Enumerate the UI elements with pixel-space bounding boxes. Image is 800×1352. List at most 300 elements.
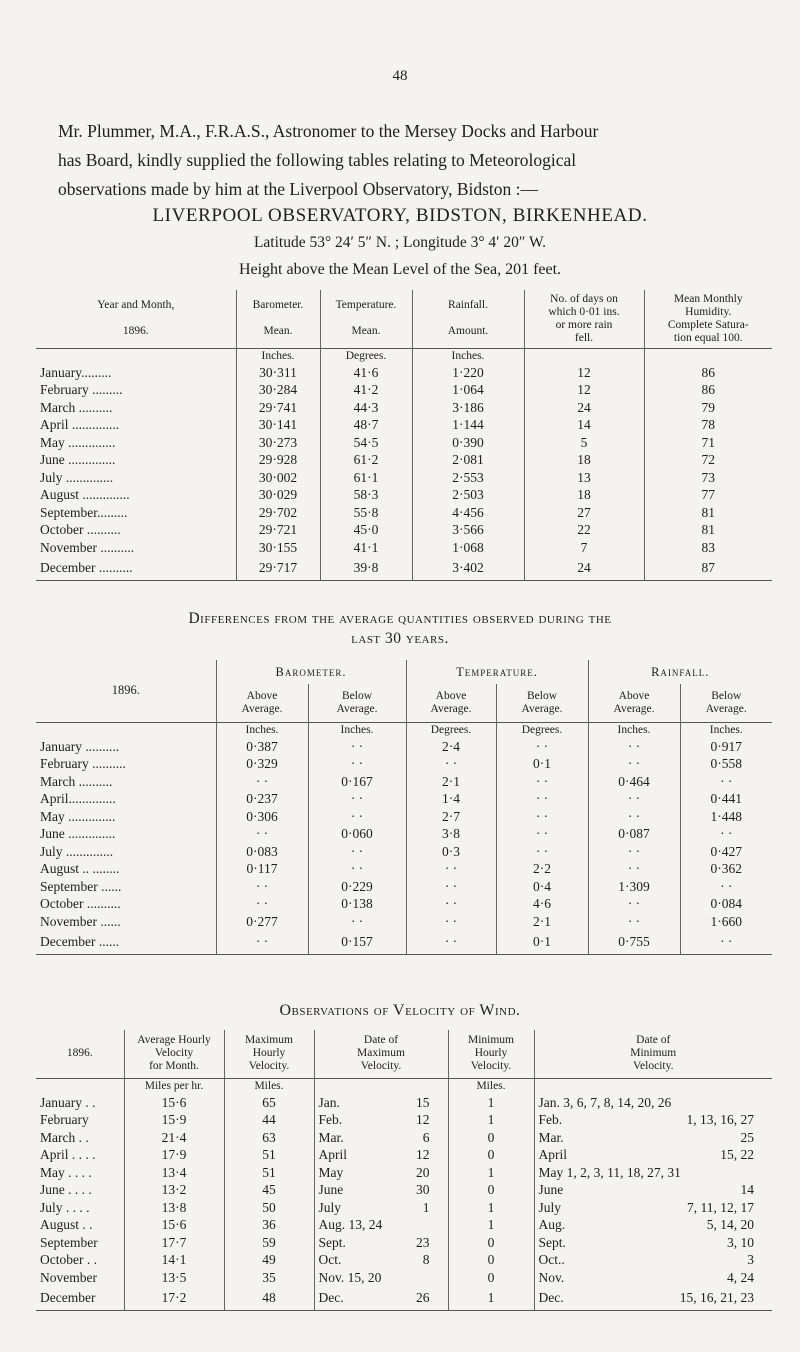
date-month: July — [318, 1199, 342, 1215]
rain-above-cell: · · — [588, 756, 680, 774]
temp-above-cell: 2·4 — [406, 738, 496, 756]
table-row — [36, 843, 772, 861]
date-day: 12 — [416, 1147, 430, 1163]
header-above: Above Average. — [588, 684, 680, 722]
month-cell: January .......... — [36, 738, 216, 756]
unit-label: Inches. — [236, 348, 320, 364]
date-minimum-cell — [534, 1182, 772, 1200]
month-cell: April . . . . — [36, 1147, 124, 1165]
header-rain-days: No. of days on which 0·01 ins. or more rain fell. — [524, 290, 644, 348]
date-minimum-cell — [534, 1217, 772, 1235]
average-velocity-cell: 17·7 — [124, 1234, 224, 1252]
temp-below-cell: · · — [496, 773, 588, 791]
table-row — [36, 1234, 772, 1252]
temperature-cell: 41·1 — [320, 539, 412, 557]
average-velocity-cell: 14·1 — [124, 1252, 224, 1270]
table-row — [36, 738, 772, 756]
barometer-cell: 29·928 — [236, 452, 320, 470]
minimum-velocity-cell: 1 — [448, 1094, 534, 1112]
month-cell: December ...... — [36, 931, 216, 955]
rain-above-cell: 0·087 — [588, 826, 680, 844]
month-cell: September ...... — [36, 878, 216, 896]
barometer-cell: 30·273 — [236, 434, 320, 452]
temp-below-cell: 0·1 — [496, 756, 588, 774]
rain-days-cell: 12 — [524, 364, 644, 382]
rain-above-cell: 0·755 — [588, 931, 680, 955]
minimum-velocity-cell: 1 — [448, 1164, 534, 1182]
rain-below-cell: 0·441 — [710, 791, 742, 807]
temp-below-cell: · · — [496, 826, 588, 844]
header-date-maximum: Date of Maximum Velocity. — [314, 1030, 448, 1078]
month-cell: January......... — [36, 364, 236, 382]
date-maximum-cell — [314, 1269, 448, 1287]
minimum-velocity-cell: 0 — [448, 1269, 534, 1287]
table-row — [36, 1147, 772, 1165]
month-cell: August .. ........ — [36, 861, 216, 879]
rainfall-cell: 1·068 — [412, 539, 524, 557]
maximum-velocity-cell: 44 — [224, 1112, 314, 1130]
month-cell: September......... — [36, 504, 236, 522]
maximum-velocity-cell: 50 — [224, 1199, 314, 1217]
average-velocity-cell: 15·9 — [124, 1112, 224, 1130]
table-row — [36, 861, 772, 879]
date-day: 20 — [416, 1164, 430, 1180]
date-maximum-cell — [314, 1199, 448, 1217]
barometer-cell: 29·721 — [236, 522, 320, 540]
barometer-cell: 30·284 — [236, 382, 320, 400]
header-temperature: Temperature. Mean. — [320, 290, 412, 348]
date-day: 1, 13, 16, 27 — [686, 1112, 754, 1128]
table-row — [36, 1217, 772, 1235]
unit-label: Inches. — [588, 722, 680, 738]
date-minimum-cell — [534, 1269, 772, 1287]
date-day: 6 — [422, 1129, 430, 1145]
intro-line: observations made by him at the Liverpool Observatory, Bidston :— — [58, 179, 539, 199]
baro-below-cell: · · — [308, 738, 406, 756]
baro-below-cell: · · — [308, 843, 406, 861]
date-day: 4, 24 — [727, 1269, 754, 1285]
baro-above-cell: 0·277 — [216, 913, 308, 931]
maximum-velocity-cell: 65 — [224, 1094, 314, 1112]
temp-above-cell: 3·8 — [406, 826, 496, 844]
minimum-velocity-cell: 0 — [448, 1234, 534, 1252]
table-row — [36, 1199, 772, 1217]
rainfall-cell: 2·503 — [412, 487, 524, 505]
rain-below-cell: 1·660 — [710, 913, 742, 929]
date-day: 3 — [747, 1252, 754, 1268]
table-row — [36, 756, 772, 774]
date-day: 12 — [416, 1112, 430, 1128]
rain-above-cell: · · — [588, 808, 680, 826]
intro-paragraph — [58, 117, 766, 204]
temperature-cell: 39·8 — [320, 557, 412, 581]
temp-below-cell: 2·2 — [496, 861, 588, 879]
table-row — [36, 896, 772, 914]
rainfall-cell: 1·220 — [412, 364, 524, 382]
month-cell: November ...... — [36, 913, 216, 931]
date-month: Oct. — [318, 1252, 342, 1268]
table-row — [36, 1129, 772, 1147]
temp-above-cell: 2·7 — [406, 808, 496, 826]
wind-velocity-table — [36, 1030, 772, 1311]
date-day: 7, 11, 12, 17 — [687, 1199, 754, 1215]
baro-below-cell: 0·138 — [308, 896, 406, 914]
date-minimum-cell — [534, 1129, 772, 1147]
baro-above-cell: · · — [216, 931, 308, 955]
date-maximum-cell — [314, 1182, 448, 1200]
rain-below-cell: 0·917 — [710, 738, 742, 754]
rainfall-cell: 2·553 — [412, 469, 524, 487]
date-minimum-cell — [534, 1199, 772, 1217]
intro-line: has Board, kindly supplied the following tables relating to Meteorological — [58, 150, 577, 170]
date-maximum-cell — [314, 1129, 448, 1147]
maximum-velocity-cell: 63 — [224, 1129, 314, 1147]
table-row — [36, 1112, 772, 1130]
temp-above-cell: · · — [406, 861, 496, 879]
temp-above-cell: · · — [406, 931, 496, 955]
temp-below-cell: 4·6 — [496, 896, 588, 914]
rain-days-cell: 24 — [524, 557, 644, 581]
month-cell: March . . — [36, 1129, 124, 1147]
rain-below-cell: · · — [720, 826, 733, 842]
month-cell: February — [36, 1112, 124, 1130]
table-row — [36, 1252, 772, 1270]
header-humidity: Mean Monthly Humidity. Complete Satura- tion equal 100. — [667, 292, 749, 344]
maximum-velocity-cell: 49 — [224, 1252, 314, 1270]
unit-label: Degrees. — [320, 348, 412, 364]
header-below: Below Average. — [308, 684, 406, 722]
month-cell: October . . — [36, 1252, 124, 1270]
date-maximum-cell — [314, 1147, 448, 1165]
rain-days-cell: 13 — [524, 469, 644, 487]
maximum-velocity-cell: 45 — [224, 1182, 314, 1200]
month-cell: February ......... — [36, 382, 236, 400]
table-row — [36, 434, 772, 452]
date-day: 26 — [416, 1290, 430, 1306]
rain-below-cell: · · — [720, 878, 733, 894]
rain-days-cell: 12 — [524, 382, 644, 400]
rain-above-cell: · · — [588, 791, 680, 809]
humidity-cell: 71 — [701, 434, 715, 450]
page-number: 48 — [392, 68, 408, 84]
group-barometer: Barometer. — [216, 660, 406, 684]
minimum-velocity-cell: 1 — [448, 1199, 534, 1217]
temperature-cell: 48·7 — [320, 417, 412, 435]
month-cell: May . . . . — [36, 1164, 124, 1182]
header-above: Above Average. — [406, 684, 496, 722]
table-row — [36, 522, 772, 540]
unit-label: Inches. — [680, 722, 772, 738]
date-maximum-cell — [314, 1094, 448, 1112]
rain-days-cell: 22 — [524, 522, 644, 540]
barometer-cell: 30·029 — [236, 487, 320, 505]
table-row — [36, 469, 772, 487]
maximum-velocity-cell: 51 — [224, 1164, 314, 1182]
baro-below-cell: · · — [308, 913, 406, 931]
table-row — [36, 791, 772, 809]
average-velocity-cell: 13·5 — [124, 1269, 224, 1287]
month-cell: June .............. — [36, 452, 236, 470]
month-cell: April .............. — [36, 417, 236, 435]
date-month: Dec. — [538, 1290, 564, 1306]
header-below: Below Average. — [705, 689, 747, 715]
date-minimum-cell — [534, 1234, 772, 1252]
header-below: Below Average. — [496, 684, 588, 722]
barometer-cell: 30·141 — [236, 417, 320, 435]
average-velocity-cell: 17·2 — [124, 1287, 224, 1311]
date-minimum-cell — [534, 1094, 772, 1112]
header-maximum-hourly: Maximum Hourly Velocity. — [224, 1030, 314, 1078]
minimum-velocity-cell: 1 — [448, 1287, 534, 1311]
month-cell: July .............. — [36, 469, 236, 487]
date-month: Mar. — [538, 1129, 564, 1145]
temp-below-cell: · · — [496, 808, 588, 826]
rainfall-cell: 2·081 — [412, 452, 524, 470]
maximum-velocity-cell: 35 — [224, 1269, 314, 1287]
date-month: Dec. — [318, 1290, 344, 1306]
barometer-cell: 29·717 — [236, 557, 320, 581]
humidity-cell: 77 — [701, 487, 715, 503]
maximum-velocity-cell: 51 — [224, 1147, 314, 1165]
temp-below-cell: 0·1 — [496, 931, 588, 955]
table-row — [36, 1269, 772, 1287]
average-velocity-cell: 13·8 — [124, 1199, 224, 1217]
date-day: 1 — [422, 1199, 430, 1215]
baro-below-cell: · · — [308, 861, 406, 879]
humidity-cell: 81 — [701, 504, 715, 520]
temp-above-cell: · · — [406, 913, 496, 931]
date-month: May 1, 2, 3, 11, 18, 27, 31 — [538, 1164, 681, 1180]
month-cell: August . . — [36, 1217, 124, 1235]
month-cell: July . . . . — [36, 1199, 124, 1217]
group-temperature: Temperature. — [406, 660, 588, 684]
unit-label: Miles. — [448, 1078, 534, 1094]
baro-above-cell: 0·329 — [216, 756, 308, 774]
humidity-cell: 78 — [701, 417, 715, 433]
date-month: July — [538, 1199, 562, 1215]
temp-above-cell: 2·1 — [406, 773, 496, 791]
month-cell: March .......... — [36, 399, 236, 417]
month-cell: October .......... — [36, 522, 236, 540]
date-day: 5, 14, 20 — [706, 1217, 754, 1233]
barometer-cell: 29·741 — [236, 399, 320, 417]
table-row — [36, 773, 772, 791]
baro-above-cell: · · — [216, 896, 308, 914]
date-month: Aug. 13, 24 — [318, 1217, 383, 1233]
minimum-velocity-cell: 1 — [448, 1112, 534, 1130]
month-cell: September — [36, 1234, 124, 1252]
temp-below-cell: · · — [496, 791, 588, 809]
temperature-cell: 55·8 — [320, 504, 412, 522]
average-velocity-cell: 17·9 — [124, 1147, 224, 1165]
date-day: 15 — [416, 1094, 430, 1110]
temp-above-cell: · · — [406, 756, 496, 774]
date-minimum-cell — [534, 1112, 772, 1130]
rain-below-cell: 0·084 — [710, 896, 742, 912]
month-cell: June .............. — [36, 826, 216, 844]
table-row — [36, 417, 772, 435]
average-velocity-cell: 15·6 — [124, 1217, 224, 1235]
intro-line: Mr. Plummer, M.A., F.R.A.S., Astronomer to the Mersey Docks and Harbour — [58, 121, 599, 141]
table-row — [36, 931, 772, 955]
humidity-cell: 79 — [701, 399, 715, 415]
group-rainfall: Rainfall. — [651, 664, 710, 679]
month-cell: March .......... — [36, 773, 216, 791]
table-row — [36, 557, 772, 581]
table-row — [36, 364, 772, 382]
rain-above-cell: · · — [588, 843, 680, 861]
table-row — [36, 913, 772, 931]
date-day: 3, 10 — [727, 1234, 754, 1250]
baro-below-cell: 0·060 — [308, 826, 406, 844]
baro-above-cell: 0·306 — [216, 808, 308, 826]
humidity-cell: 73 — [701, 469, 715, 485]
header-year-month: Year and Month, 1896. — [36, 290, 236, 348]
rain-above-cell: 0·464 — [588, 773, 680, 791]
unit-label: Degrees. — [496, 722, 588, 738]
unit-label: Inches. — [216, 722, 308, 738]
unit-label: Miles per hr. — [124, 1078, 224, 1094]
rainfall-cell: 3·566 — [412, 522, 524, 540]
maximum-velocity-cell: 48 — [224, 1287, 314, 1311]
temperature-cell: 61·2 — [320, 452, 412, 470]
table-row — [36, 1164, 772, 1182]
humidity-cell: 86 — [701, 364, 715, 380]
rainfall-cell: 1·064 — [412, 382, 524, 400]
date-month: Nov. — [538, 1269, 565, 1285]
date-day: 25 — [740, 1129, 754, 1145]
month-cell: October .......... — [36, 896, 216, 914]
temperature-cell: 41·2 — [320, 382, 412, 400]
date-maximum-cell — [314, 1164, 448, 1182]
date-day: 23 — [416, 1234, 430, 1250]
baro-above-cell: 0·387 — [216, 738, 308, 756]
header-year: 1896. — [36, 1030, 124, 1078]
baro-above-cell: · · — [216, 878, 308, 896]
month-cell: November — [36, 1269, 124, 1287]
rain-days-cell: 18 — [524, 452, 644, 470]
unit-label: Miles. — [224, 1078, 314, 1094]
date-month: Sept. — [318, 1234, 346, 1250]
table-row — [36, 826, 772, 844]
monthly-summary-table — [36, 290, 772, 581]
temp-below-cell: · · — [496, 843, 588, 861]
header-average-hourly: Average Hourly Velocity for Month. — [124, 1030, 224, 1078]
date-minimum-cell — [534, 1252, 772, 1270]
observatory-title: LIVERPOOL OBSERVATORY, BIDSTON, BIRKENHEAD. — [152, 205, 648, 226]
rain-below-cell: 0·362 — [710, 861, 742, 877]
average-velocity-cell: 13·2 — [124, 1182, 224, 1200]
humidity-cell: 86 — [701, 382, 715, 398]
table-row — [36, 399, 772, 417]
table-row — [36, 878, 772, 896]
rain-below-cell: 0·427 — [710, 843, 742, 859]
month-cell: June . . . . — [36, 1182, 124, 1200]
humidity-cell: 83 — [701, 539, 715, 555]
month-cell: December — [36, 1287, 124, 1311]
minimum-velocity-cell: 0 — [448, 1252, 534, 1270]
rainfall-cell: 4·456 — [412, 504, 524, 522]
baro-above-cell: · · — [216, 773, 308, 791]
unit-label: Inches. — [412, 348, 524, 364]
maximum-velocity-cell: 59 — [224, 1234, 314, 1252]
maximum-velocity-cell: 36 — [224, 1217, 314, 1235]
date-month: June — [318, 1182, 344, 1198]
average-velocity-cell: 15·6 — [124, 1094, 224, 1112]
unit-label: Degrees. — [406, 722, 496, 738]
date-maximum-cell — [314, 1287, 448, 1311]
average-velocity-cell: 21·4 — [124, 1129, 224, 1147]
header-minimum-hourly: Minimum Hourly Velocity. — [448, 1030, 534, 1078]
rain-days-cell: 18 — [524, 487, 644, 505]
rain-below-cell: 1·448 — [710, 808, 742, 824]
baro-above-cell: 0·083 — [216, 843, 308, 861]
date-day: 15, 16, 21, 23 — [679, 1290, 754, 1306]
baro-below-cell: 0·157 — [308, 931, 406, 955]
month-cell: August .............. — [36, 487, 236, 505]
minimum-velocity-cell: 0 — [448, 1147, 534, 1165]
date-minimum-cell — [534, 1147, 772, 1165]
date-minimum-cell — [534, 1287, 772, 1311]
height-line: Height above the Mean Level of the Sea, 201 feet. — [238, 261, 562, 278]
barometer-cell: 30·311 — [236, 364, 320, 382]
baro-above-cell: 0·117 — [216, 861, 308, 879]
header-year: 1896. — [36, 660, 216, 722]
rain-below-cell: · · — [720, 773, 733, 789]
baro-below-cell: · · — [308, 791, 406, 809]
date-month: April — [318, 1147, 347, 1163]
table-row — [36, 1182, 772, 1200]
header-date-minimum: Date of Minimum Velocity. — [630, 1034, 677, 1073]
month-cell: February .......... — [36, 756, 216, 774]
date-day: 30 — [416, 1182, 430, 1198]
date-maximum-cell — [314, 1217, 448, 1235]
minimum-velocity-cell: 0 — [448, 1129, 534, 1147]
month-cell: January . . — [36, 1094, 124, 1112]
date-minimum-cell — [534, 1164, 772, 1182]
temperature-cell: 41·6 — [320, 364, 412, 382]
table-row — [36, 1287, 772, 1311]
date-maximum-cell — [314, 1252, 448, 1270]
table-row — [36, 487, 772, 505]
humidity-cell: 72 — [701, 452, 715, 468]
table-row — [36, 452, 772, 470]
temperature-cell: 54·5 — [320, 434, 412, 452]
location-line: Latitude 53° 24′ 5″ N. ; Longitude 3° 4′ 20″ W. — [253, 234, 547, 251]
section-differences-title: Differences from the average quantities observed during the — [188, 610, 612, 627]
month-cell: November .......... — [36, 539, 236, 557]
header-barometer: Barometer. Mean. — [236, 290, 320, 348]
date-month: Feb. — [538, 1112, 563, 1128]
temperature-cell: 45·0 — [320, 522, 412, 540]
section-differences-subtitle: last 30 years. — [351, 630, 449, 647]
temp-below-cell: 0·4 — [496, 878, 588, 896]
table-row — [36, 539, 772, 557]
rainfall-cell: 3·186 — [412, 399, 524, 417]
humidity-cell: 87 — [644, 557, 772, 581]
baro-below-cell: · · — [308, 756, 406, 774]
rain-days-cell: 5 — [524, 434, 644, 452]
average-velocity-cell: 13·4 — [124, 1164, 224, 1182]
date-maximum-cell — [314, 1234, 448, 1252]
date-month: Feb. — [318, 1112, 343, 1128]
month-cell: April.............. — [36, 791, 216, 809]
baro-below-cell: · · — [308, 808, 406, 826]
rain-above-cell: · · — [588, 896, 680, 914]
date-month: Sept. — [538, 1234, 566, 1250]
rain-above-cell: · · — [588, 861, 680, 879]
rain-days-cell: 27 — [524, 504, 644, 522]
